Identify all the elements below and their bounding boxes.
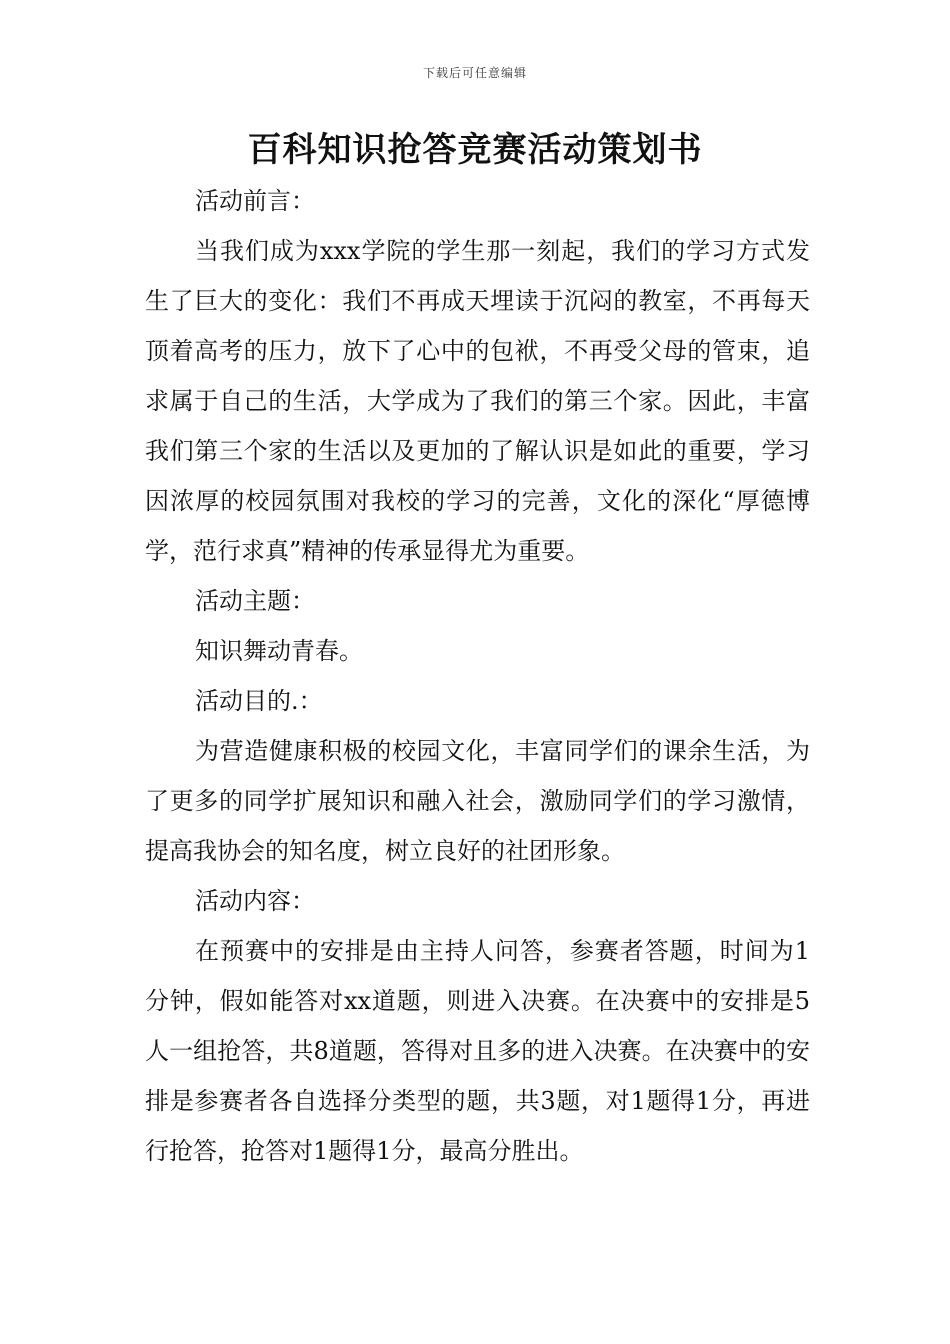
paragraph-preface: 当我们成为xxx学院的学生那一刻起，我们的学习方式发生了巨大的变化：我们不再成天埋读于沉闷的教室，不再每天顶着高考的压力，放下了心中的包袱，不再受父母的管束，追求属于自己的生活，大学成为了我们的第三个家。因此，丰富我们第三个家的生活以及更加的了解认识是如此的重要，学习因浓厚的校园氛围对我校的学习的完善，文化的深化“厚德博学，范行求真”精神的传承显得尤为重要。 xyxy=(145,237,810,565)
paragraph-theme: 知识舞动青春。 xyxy=(195,637,363,665)
paragraph-purpose: 为营造健康积极的校园文化，丰富同学们的课余生活，为了更多的同学扩展知识和融入社会，激励同学们的学习激情，提高我协会的知名度，树立良好的社团形象。 xyxy=(145,737,810,865)
document-title: 百科知识抢答竞赛活动策划书 xyxy=(247,130,703,170)
section-heading-purpose: 活动目的.： xyxy=(195,687,323,715)
header-note: 下载后可任意编辑 xyxy=(422,66,527,80)
section-heading-theme: 活动主题： xyxy=(195,587,315,615)
section-heading-content: 活动内容： xyxy=(195,887,315,915)
document-body xyxy=(145,176,810,1176)
paragraph-content: 在预赛中的安排是由主持人问答，参赛者答题，时间为1分钟，假如能答对xx道题，则进入决赛。在决赛中的安排是5人一组抢答，共8道题，答得对且多的进入决赛。在决赛中的安排是参赛者各自选择分类型的题，共3题，对1题得1分，再进行抢答，抢答对1题得1分，最高分胜出。 xyxy=(145,937,810,1165)
section-heading-preface: 活动前言： xyxy=(195,187,315,215)
